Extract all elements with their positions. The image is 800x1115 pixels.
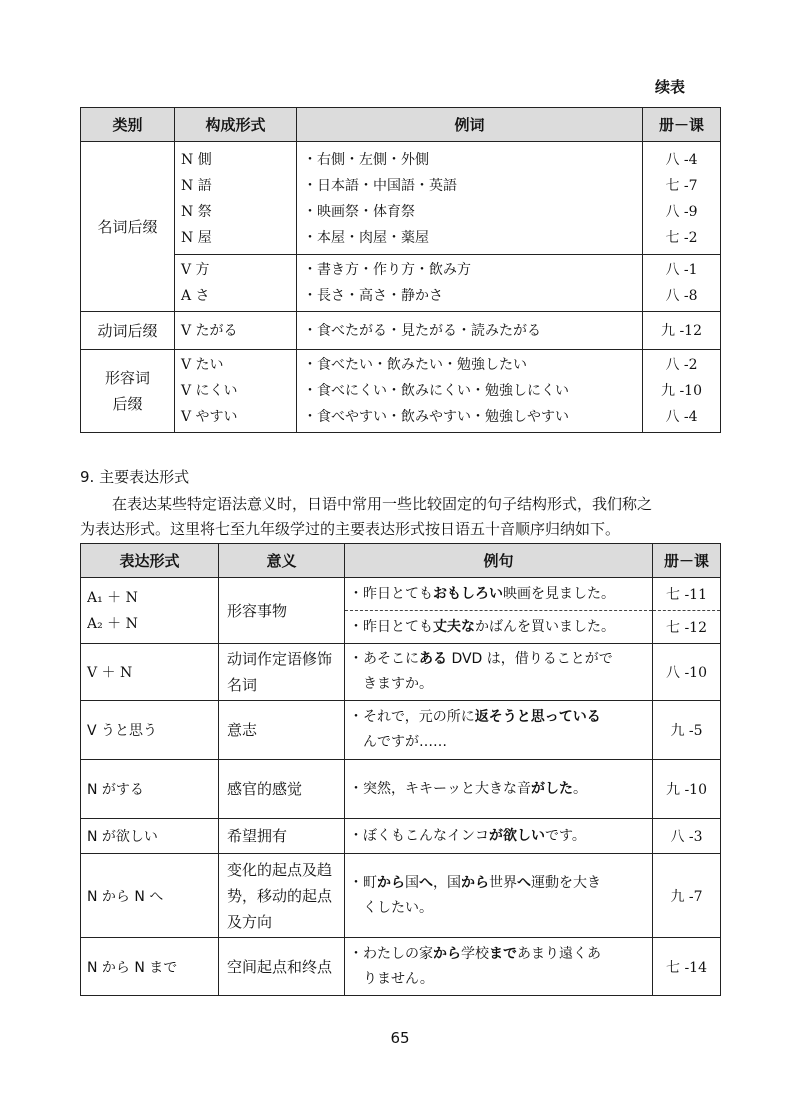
example-text: 学校 xyxy=(461,945,489,962)
lesson-text: 八 -4 xyxy=(665,409,698,425)
example-text: 国 xyxy=(405,874,419,891)
lesson-cell: 九 -5 xyxy=(653,701,721,760)
lesson-text: 七 -2 xyxy=(665,230,698,246)
example-highlight: 丈夫な xyxy=(433,618,475,635)
form-cell: N が欲しい xyxy=(81,819,219,854)
table-header-row xyxy=(81,108,721,142)
header-lesson: 册－课 xyxy=(643,108,721,142)
meaning-cell: 感官的感觉 xyxy=(219,760,345,819)
table-row xyxy=(81,938,721,996)
example-text: 運動を大き xyxy=(531,874,601,891)
category-noun-suffix: 名词后缀 xyxy=(81,142,175,312)
example-text: ・食べたい・飲みたい・勉強したい xyxy=(303,357,527,373)
category-line: 后缀 xyxy=(112,395,143,413)
example-text: ・右側・左側・外側 xyxy=(303,152,429,168)
meaning-line: 名词 xyxy=(227,676,258,694)
meaning-line: 及方向 xyxy=(227,912,273,931)
example-highlight: から xyxy=(433,945,461,962)
form-cell: V ＋ N xyxy=(81,644,219,701)
example-text: ・町 xyxy=(349,874,377,891)
example-text: ・映画祭・体育祭 xyxy=(303,204,415,220)
category-line: 形容词 xyxy=(104,369,150,387)
meaning-cell xyxy=(219,854,345,938)
example-text: ・あそこに xyxy=(349,651,419,667)
example-highlight: まで xyxy=(489,945,517,962)
table-row xyxy=(81,350,721,433)
table-row xyxy=(81,312,721,350)
form-text: N 屋 xyxy=(181,230,212,246)
example-text: ・日本語・中国語・英語 xyxy=(303,178,457,194)
example-cell xyxy=(297,350,643,433)
example-line: んですが…… xyxy=(363,734,447,750)
table-row xyxy=(81,644,721,701)
meaning-line: 动词作定语修饰 xyxy=(227,650,333,668)
form-text: V 方 xyxy=(181,262,210,278)
lesson-cell: 九 -7 xyxy=(653,854,721,938)
example-highlight: おもしろい xyxy=(433,585,503,602)
example-line xyxy=(349,705,652,730)
section-paragraph-line1: 在表达某些特定语法意义时，日语中常用一些比较固定的句子结构形式，我们称之 xyxy=(112,495,653,513)
lesson-text: 八 -8 xyxy=(665,288,698,304)
lesson-text: 八 -2 xyxy=(665,357,698,373)
form-text: A₁ ＋ N xyxy=(87,589,138,606)
header-expression: 表达形式 xyxy=(81,544,219,578)
form-cell xyxy=(175,350,297,433)
example-cell xyxy=(345,701,653,760)
example-highlight: から xyxy=(461,874,489,891)
example-line: きますか。 xyxy=(363,676,433,692)
example-line: くしたい。 xyxy=(363,899,433,916)
form-cell: N から N へ xyxy=(81,854,219,938)
meaning-cell: 希望拥有 xyxy=(219,819,345,854)
meaning-cell: 形容事物 xyxy=(219,578,345,644)
page-number: 65 xyxy=(390,1029,410,1047)
example-text: あまり遠くあ xyxy=(517,945,601,962)
example-text: ・食べたがる・見たがる・読みたがる xyxy=(303,322,541,339)
example-cell xyxy=(297,255,643,312)
example-cell xyxy=(345,578,653,611)
suffix-table xyxy=(80,107,721,433)
lesson-text: 八 -1 xyxy=(665,262,698,278)
example-text: ・長さ・高さ・静かさ xyxy=(303,288,443,304)
example-highlight: がした xyxy=(531,780,573,797)
example-text: 映画を見ました。 xyxy=(503,585,615,602)
form-text: A₂ ＋ N xyxy=(87,615,138,632)
form-text: N 祭 xyxy=(181,204,212,220)
form-cell: V うと思う xyxy=(81,701,219,760)
example-cell xyxy=(297,312,643,350)
form-cell xyxy=(175,312,297,350)
example-line xyxy=(349,647,652,672)
form-text: V たい xyxy=(181,357,224,373)
example-cell xyxy=(345,819,653,854)
header-examples: 例词 xyxy=(297,108,643,142)
example-cell xyxy=(345,854,653,938)
example-text: かばんを買いました。 xyxy=(475,618,615,635)
lesson-cell xyxy=(643,142,721,255)
meaning-cell: 意志 xyxy=(219,701,345,760)
lesson-text: 七 -7 xyxy=(665,178,698,194)
lesson-cell: 九 -10 xyxy=(653,760,721,819)
form-text: N 側 xyxy=(181,152,212,168)
expression-table xyxy=(80,543,721,996)
example-text: ・食べやすい・飲みやすい・勉強しやすい xyxy=(303,409,569,425)
form-text: V やすい xyxy=(181,409,238,425)
meaning-line: 势，移动的起点 xyxy=(227,886,333,905)
table-row xyxy=(81,255,721,312)
header-lesson: 册－课 xyxy=(653,544,721,578)
table-row xyxy=(81,701,721,760)
example-highlight: へ xyxy=(517,874,531,891)
example-cell xyxy=(345,644,653,701)
example-text: ・それで，元の所に xyxy=(349,709,475,725)
example-text: ・昨日とても xyxy=(349,585,433,602)
form-cell xyxy=(175,255,297,312)
meaning-cell: 空间起点和终点 xyxy=(219,938,345,996)
example-text: ・食べにくい・飲みにくい・勉強しにくい xyxy=(303,383,569,399)
category-adjective-suffix xyxy=(81,350,175,433)
lesson-text: 八 -4 xyxy=(665,152,698,168)
example-cell xyxy=(345,938,653,996)
form-text: V にくい xyxy=(181,383,238,399)
example-line xyxy=(349,871,652,896)
example-text: ・わたしの家 xyxy=(349,945,433,962)
lesson-cell xyxy=(643,350,721,433)
continued-label: 续表 xyxy=(655,78,686,96)
form-text: V たがる xyxy=(181,322,238,339)
example-cell xyxy=(297,142,643,255)
table-row xyxy=(81,854,721,938)
section-title: 9. 主要表达形式 xyxy=(80,468,190,486)
example-cell xyxy=(345,760,653,819)
table-row xyxy=(81,578,721,611)
example-text: ・本屋・肉屋・薬屋 xyxy=(303,230,429,246)
table-row xyxy=(81,760,721,819)
example-text: DVD は，借りることがで xyxy=(447,651,613,667)
example-text: ・突然，キキーッと大きな音 xyxy=(349,780,531,797)
example-cell xyxy=(345,611,653,644)
example-text: ・書き方・作り方・飲み方 xyxy=(303,262,471,278)
table-header-row xyxy=(81,544,721,578)
lesson-cell xyxy=(643,312,721,350)
example-line xyxy=(349,942,652,967)
form-cell xyxy=(81,578,219,644)
table-row xyxy=(81,819,721,854)
example-highlight: 返そうと思っている xyxy=(474,709,601,725)
section-paragraph-line2: 为表达形式。这里将七至九年级学过的主要表达形式按日语五十音顺序归纳如下。 xyxy=(80,520,621,538)
example-text: 世界 xyxy=(489,874,517,891)
table-row xyxy=(81,142,721,255)
form-cell: N から N まで xyxy=(81,938,219,996)
meaning-cell xyxy=(219,644,345,701)
example-highlight: ある xyxy=(419,651,447,667)
form-cell xyxy=(175,142,297,255)
example-line: りません。 xyxy=(363,970,434,987)
category-verb-suffix: 动词后缀 xyxy=(81,312,175,350)
example-text: ・昨日とても xyxy=(349,618,433,635)
example-text: ・ぼくもこんなインコ xyxy=(349,827,489,844)
lesson-cell xyxy=(643,255,721,312)
example-highlight: へ xyxy=(419,874,433,891)
lesson-cell: 八 -3 xyxy=(653,819,721,854)
example-highlight: から xyxy=(377,874,405,891)
example-text: です。 xyxy=(545,827,586,844)
meaning-line: 变化的起点及趋 xyxy=(227,860,333,879)
lesson-text: 九 -12 xyxy=(661,322,702,339)
header-category: 类别 xyxy=(81,108,175,142)
lesson-cell: 七 -12 xyxy=(653,611,721,644)
example-text: 。 xyxy=(573,780,587,797)
form-text: N 語 xyxy=(181,178,212,194)
lesson-cell: 八 -10 xyxy=(653,644,721,701)
lesson-text: 九 -10 xyxy=(661,383,702,399)
example-highlight: が欲しい xyxy=(489,827,545,844)
lesson-cell: 七 -11 xyxy=(653,578,721,611)
form-cell: N がする xyxy=(81,760,219,819)
header-meaning: 意义 xyxy=(219,544,345,578)
example-text: ，国 xyxy=(433,874,461,891)
form-text: A さ xyxy=(181,288,210,304)
header-example-sentence: 例句 xyxy=(345,544,653,578)
lesson-cell: 七 -14 xyxy=(653,938,721,996)
lesson-text: 八 -9 xyxy=(665,204,698,220)
header-form: 构成形式 xyxy=(175,108,297,142)
